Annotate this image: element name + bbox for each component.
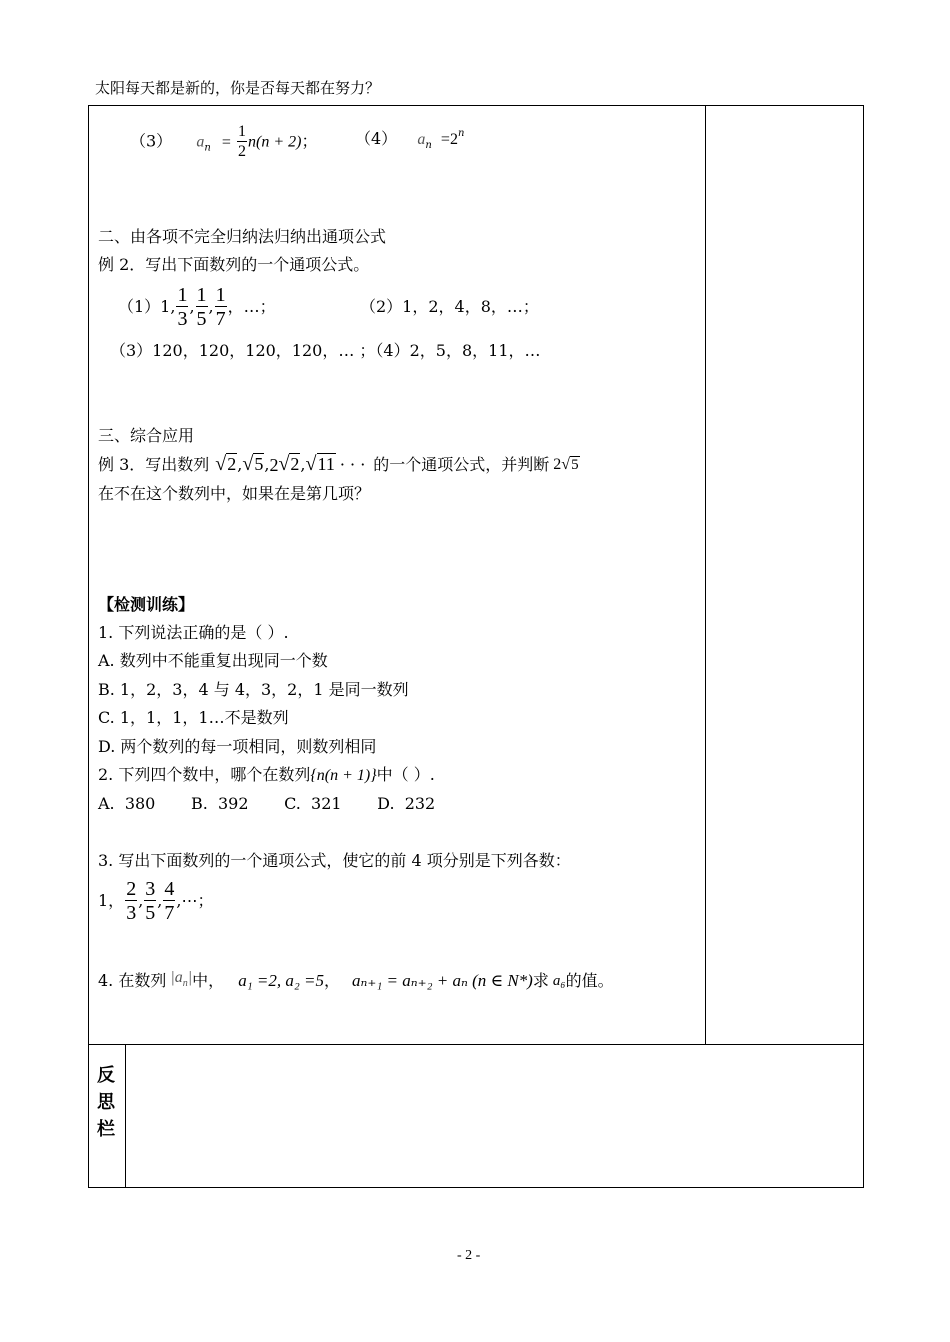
reflection-label: 反 思 栏 (97, 1065, 115, 1140)
seq-term-4: √11 (305, 453, 335, 475)
formula-3-rest: n(n + 2) (248, 133, 302, 151)
q2-prefix: 2. 下列四个数中，哪个在数列 (98, 765, 311, 784)
table-top-border (88, 105, 864, 106)
q4-ask: 求 (532, 971, 549, 990)
q4-sep: ， (323, 971, 340, 990)
q4-initial-values: a₁ =2, a₂ =5 (238, 971, 324, 990)
test-q1-option-d: D. 两个数列的每一项相同，则数列相同 (98, 737, 377, 756)
q3-tail: ,⋯； (176, 891, 214, 910)
q4-mid: 中， (192, 971, 225, 990)
q2-set: {n(n + 1)} (310, 767, 377, 784)
q4-target: a₆ (552, 973, 566, 989)
table-row-divider (88, 1044, 864, 1045)
header-motto: 太阳每天都是新的，你是否每天都在努力？ (95, 79, 381, 97)
q2-suffix: 中（ ）. (376, 765, 435, 784)
formula-3-lhs: a (196, 133, 205, 151)
formula-3-end: ； (301, 131, 318, 151)
section3-line2: 在不在这个数列中，如果在是第几项？ (98, 484, 371, 503)
test-q4 (98, 966, 614, 996)
q3-fraction-1: $\frac{2}{3}$ (126, 878, 137, 924)
formula-item-3 (130, 124, 318, 160)
section3-heading: 三、综合应用 (98, 426, 195, 445)
table-reflection-label-divider (125, 1044, 126, 1188)
section3-example: 例 3．写出数列 √2 , √5 , 2 √2 , √11 · · · 的一个通项公式，并判断 2 √5 (98, 453, 579, 475)
table-left-border (88, 105, 89, 1188)
q1-tail: ，…； (227, 297, 276, 316)
test-heading: 【检测训练】 (98, 595, 195, 614)
q1-label: （1）1, (118, 297, 176, 316)
table-notes-column-divider (705, 105, 706, 1045)
section2-example: 例 2．写出下面数列的一个通项公式。 (98, 255, 370, 274)
seq-tail: · · · (339, 455, 366, 474)
test-q1-option-c: C. 1，1，1，1…不是数列 (98, 708, 289, 727)
formula-4-lhs: a (417, 131, 426, 148)
formula-3-label: （3） (130, 131, 173, 151)
test-q1-option-b: B. 1，2，3，4 与 4，3，2，1 是同一数列 (98, 680, 409, 699)
test-q2 (98, 765, 435, 786)
test-q3-sequence: 1， $\frac{2}{3}$ , $\frac{3}{5}$ , $\frac{4}{7}$ ,⋯； (98, 878, 214, 924)
formula-4-sup: n (457, 128, 465, 139)
table-bottom-border (88, 1187, 864, 1188)
example3-prefix: 例 3．写出数列 (98, 455, 210, 474)
q4-sequence: $|a_n|$ (170, 969, 193, 989)
judge-radical: √5 (561, 455, 579, 473)
formula-4-lhs-sub: n (425, 140, 432, 151)
section2-q1: （1）1, $\frac{1}{3}$ , $\frac{1}{5}$ , $\frac{1}{7}$ ，…； (118, 284, 276, 330)
example3-mid: 的一个通项公式，并判断 (373, 455, 550, 474)
formula-4-label: （4） (355, 129, 398, 148)
q3-fraction-3: $\frac{4}{7}$ (164, 878, 175, 924)
section2-q3-q4: （3）120，120，120，120，… ；（4）2，5，8，11，… (110, 341, 541, 360)
q4-prefix: 4. 在数列 (98, 971, 167, 990)
q1-fraction-3: $\frac{1}{7}$ (215, 284, 226, 330)
q1-fraction-1: $\frac{1}{3}$ (177, 284, 188, 330)
section2-heading: 二、由各项不完全归纳法归纳出通项公式 (98, 227, 387, 246)
q3-first: 1， (98, 891, 125, 910)
formula-4-eq: =2 (440, 131, 458, 148)
q3-fraction-2: $\frac{3}{5}$ (145, 878, 156, 924)
seq-term-1: √2 (215, 453, 237, 475)
judge-coef: 2 (553, 456, 562, 473)
table-right-border (863, 105, 864, 1188)
page-number: - 2 - (457, 1248, 481, 1263)
seq-term-3-coef: 2 (269, 455, 279, 475)
q4-recurrence: aₙ₊₁ = aₙ₊₂ + aₙ (n ∈ N*) (351, 971, 533, 990)
formula-3-fraction: $\frac{1}{2}$ (238, 123, 247, 160)
test-q3: 3. 写出下面数列的一个通项公式，使它的前 4 项分别是下列各数： (98, 851, 571, 870)
seq-term-2: √5 (242, 453, 264, 475)
q4-end: 的值。 (565, 971, 614, 990)
q1-fraction-2: $\frac{1}{5}$ (196, 284, 207, 330)
formula-3-eq: = (221, 133, 231, 151)
seq-term-3: √2 (278, 453, 300, 475)
test-q2-options: A. 380 B. 392 C. 321 D. 232 (98, 794, 436, 813)
section2-q2: （2）1，2，4，8，…； (360, 297, 539, 316)
formula-3-lhs-sub: n (204, 142, 211, 154)
test-q1-option-a: A. 数列中不能重复出现同一个数 (98, 651, 328, 670)
test-q1: 1. 下列说法正确的是（ ）. (98, 623, 289, 642)
formula-item-4 (355, 124, 464, 156)
